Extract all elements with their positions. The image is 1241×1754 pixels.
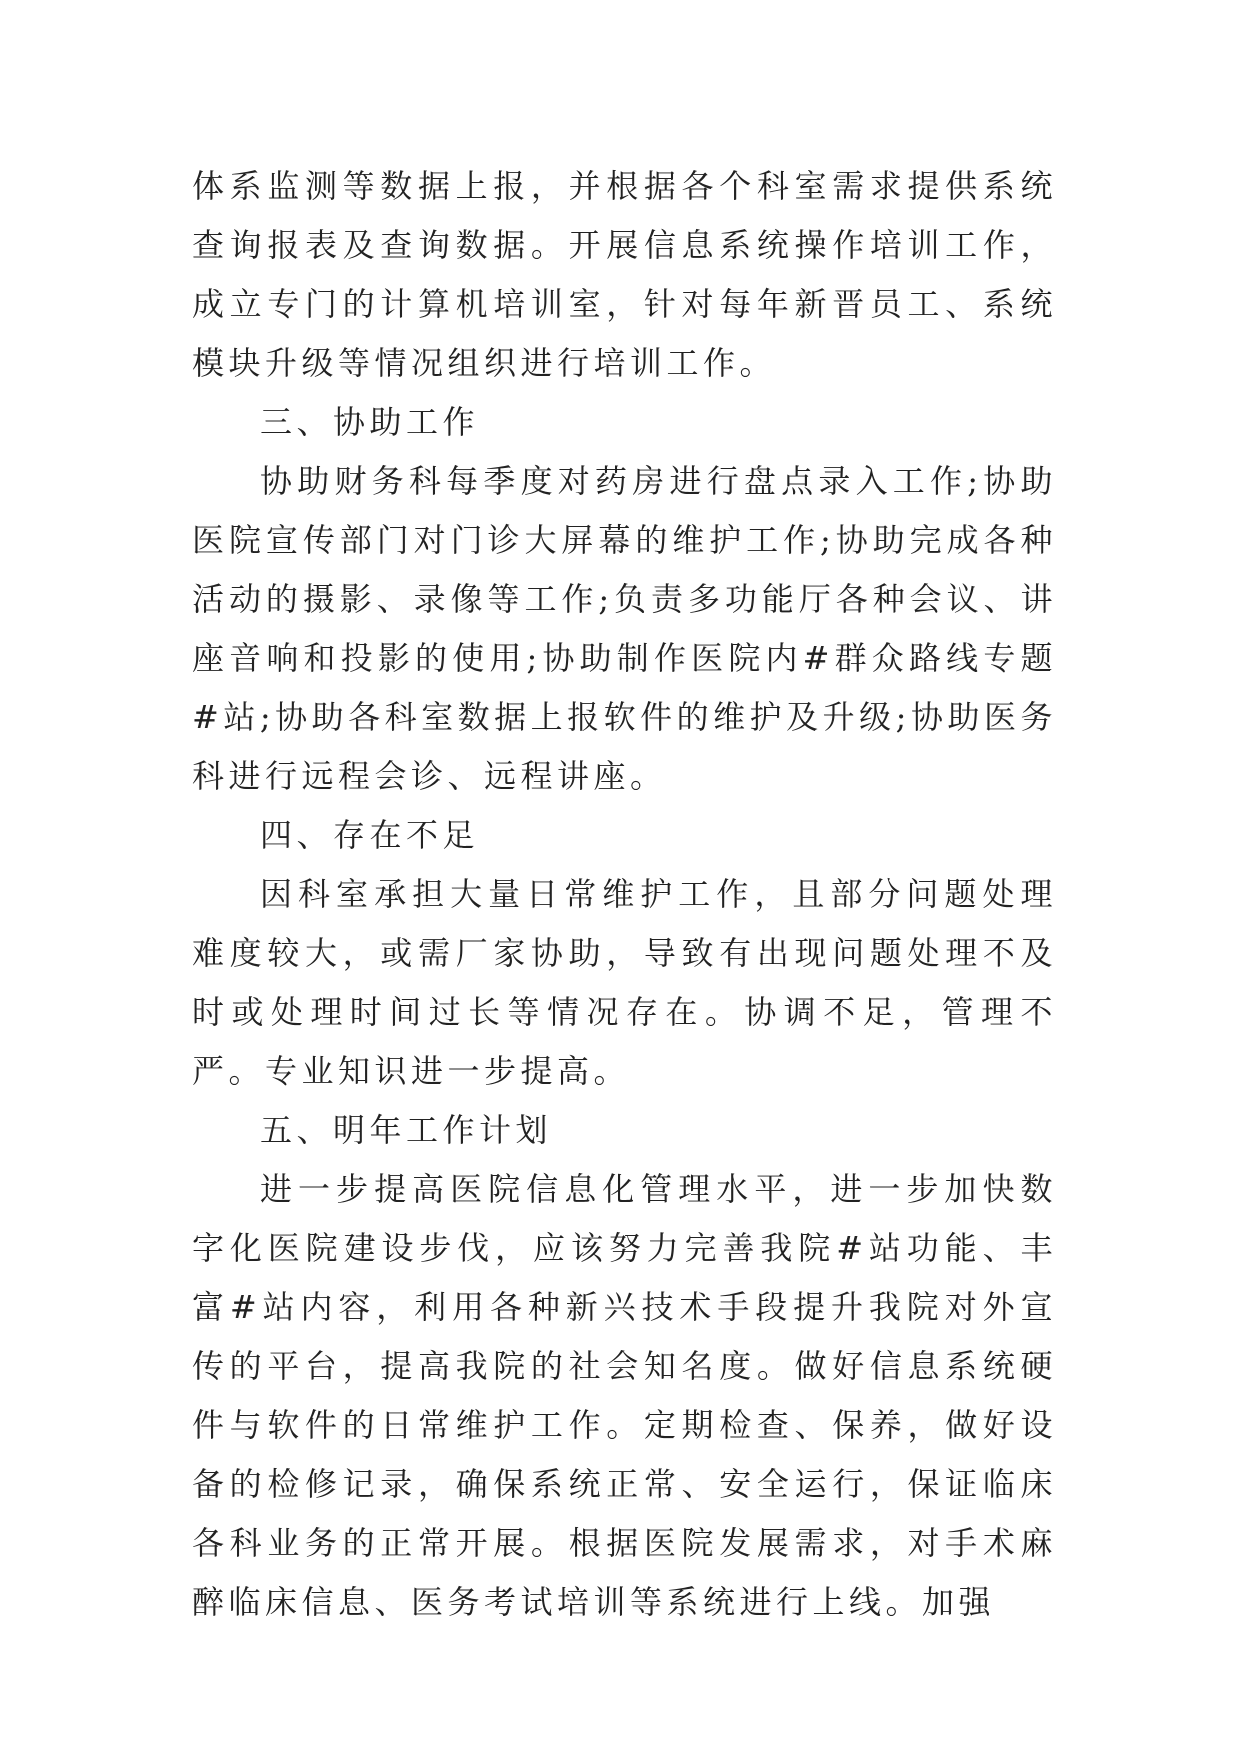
section-heading-shortcomings: 四、存在不足 bbox=[260, 816, 480, 854]
paragraph-data-reporting: 体系监测等数据上报，并根据各个科室需求提供系统查询报表及查询数据。开展信息系统操作培训工作，成立专门的计算机培训室，针对每年新晋员工、系统模块升级等情况组织进行培训工作。 bbox=[192, 167, 1057, 382]
section-heading-next-year-plan: 五、明年工作计划 bbox=[260, 1111, 553, 1149]
paragraph-assistance: 协助财务科每季度对药房进行盘点录入工作;协助医院宣传部门对门诊大屏幕的维护工作;协助完成各种活动的摄影、录像等工作;负责多功能厅各种会议、讲座音响和投影的使用;协助制作医院内#群众路线专题#站;协助各科室数据上报软件的维护及升级;协助医务科进行远程会诊、远程讲座。 bbox=[192, 462, 1057, 795]
section-heading-assistance: 三、协助工作 bbox=[260, 403, 480, 441]
paragraph-next-year-plan: 进一步提高医院信息化管理水平，进一步加快数字化医院建设步伐，应该努力完善我院#站功能、丰富#站内容，利用各种新兴技术手段提升我院对外宣传的平台，提高我院的社会知名度。做好信息系统硬件与软件的日常维护工作。定期检查、保养，做好设备的检修记录，确保系统正常、安全运行，保证临床各科业务的正常开展。根据医院发展需求，对手术麻醉临床信息、医务考试培训等系统进行上线。加强 bbox=[192, 1170, 1057, 1621]
document-body bbox=[192, 157, 1057, 1632]
paragraph-shortcomings: 因科室承担大量日常维护工作，且部分问题处理难度较大，或需厂家协助，导致有出现问题处理不及时或处理时间过长等情况存在。协调不足，管理不严。专业知识进一步提高。 bbox=[192, 875, 1057, 1090]
